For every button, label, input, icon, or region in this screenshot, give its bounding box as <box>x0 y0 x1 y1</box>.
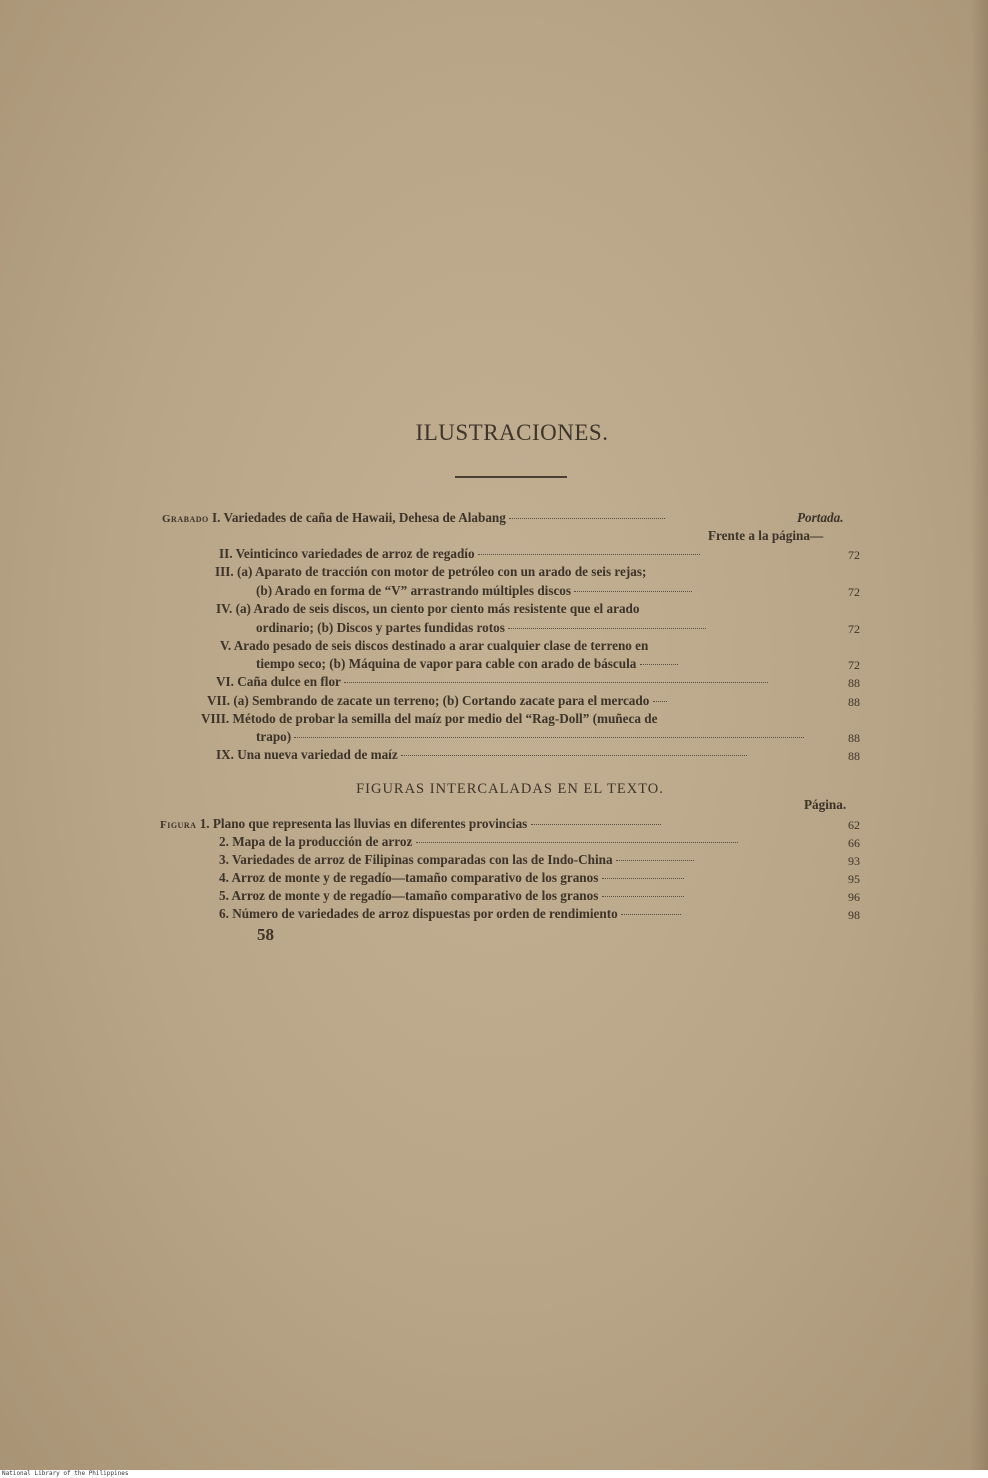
plate-text: Variedades de caña de Hawaii, Dehesa de Alabang <box>223 510 506 525</box>
plate-text: Caña dulce en flor <box>237 674 341 689</box>
plate-text: ordinario; (b) Discos y partes fundidas rotos <box>256 620 505 635</box>
figure-number: 2. <box>219 834 229 849</box>
plate-number: VII. <box>207 693 231 708</box>
plate-text: Veinticinco variedades de arroz de regadío <box>235 546 475 561</box>
figure-text: Plano que representa las lluvias en diferentes provincias <box>212 816 528 831</box>
figure-text: Mapa de la producción de arroz <box>232 834 413 849</box>
plate-text: (a) Arado de seis discos, un ciento por ciento más resistente que el arado <box>235 601 640 616</box>
figure-text: Número de variedades de arroz dispuestas por orden de rendimiento <box>232 906 618 921</box>
figures-heading: FIGURAS INTERCALADAS EN EL TEXTO. <box>356 781 664 797</box>
figure-page-2: 66 <box>848 836 860 850</box>
page-title: ILUSTRACIONES. <box>415 420 609 445</box>
plate-page-6: 88 <box>848 676 860 690</box>
plate-text: Arado pesado de seis discos destinado a arar cualquier clase de terreno en <box>233 638 649 653</box>
plate-number: VIII. <box>201 711 230 726</box>
figure-entry-3 <box>219 852 694 868</box>
figure-entry-6 <box>219 906 681 922</box>
figure-number: 6. <box>219 906 229 921</box>
dot-leader <box>621 913 681 915</box>
figure-number: 5. <box>219 888 229 903</box>
plate-page-5: 72 <box>848 658 860 672</box>
plate-text: tiempo seco; (b) Máquina de vapor para cable con arado de báscula <box>256 656 637 671</box>
figure-entry-4 <box>219 870 684 886</box>
footer-credit: National Library of the Philippines <box>0 1470 988 1478</box>
figure-entry-2 <box>219 834 738 850</box>
figure-label: Figura <box>160 819 197 831</box>
figure-text: Arroz de monte y de regadío—tamaño comparativo de los granos <box>231 870 599 885</box>
figures-column-header: Página. <box>804 797 847 812</box>
plates-column-header: Frente a la página— <box>708 528 824 543</box>
plate-text: trapo) <box>256 729 292 744</box>
plate-label: Grabado <box>162 513 209 525</box>
figure-page-3: 93 <box>848 854 860 868</box>
figure-text: Variedades de arroz de Filipinas comparadas con las de Indo-China <box>231 852 613 867</box>
plate-number: V. <box>220 638 232 653</box>
plate-page-4: 72 <box>848 622 860 636</box>
plate-text: (a) Aparato de tracción con motor de petróleo con un arado de seis rejas; <box>237 564 647 579</box>
figure-entry-5 <box>219 888 684 904</box>
plate-text: (b) Arado en forma de “V” arrastrando múltiples discos <box>256 583 572 598</box>
plate-number: II. <box>219 546 233 561</box>
plate-number: I. <box>212 510 221 525</box>
plate-number: VI. <box>216 674 234 689</box>
figure-entry-1 <box>160 816 661 832</box>
plate-text: Una nueva variedad de maíz <box>237 747 398 762</box>
plate-page-7: 88 <box>848 695 860 709</box>
plate-number: IX. <box>216 747 234 762</box>
page-number: 58 <box>257 925 274 944</box>
dot-leader <box>602 895 684 897</box>
figure-number: 4. <box>219 870 229 885</box>
figure-page-1: 62 <box>848 818 860 832</box>
plate-page-2: 72 <box>848 548 860 562</box>
plate-page-9: 88 <box>848 749 860 763</box>
figure-page-5: 96 <box>848 890 860 904</box>
plate-page-text: Portada. <box>797 510 844 525</box>
dot-leader <box>416 841 738 843</box>
plate-number: IV. <box>216 601 233 616</box>
plate-page-8: 88 <box>848 731 860 745</box>
figure-text: Arroz de monte y de regadío—tamaño comparativo de los granos <box>231 888 599 903</box>
dot-leader <box>602 877 684 879</box>
plate-number: III. <box>215 564 234 579</box>
plate-text: Método de probar la semilla del maíz por medio del “Rag-Doll” (muñeca de <box>232 711 658 726</box>
figure-number: 1. <box>199 816 210 831</box>
dot-leader <box>616 859 694 861</box>
plate-page-3: 72 <box>848 585 860 599</box>
figure-page-4: 95 <box>848 872 860 886</box>
figure-page-6: 98 <box>848 908 860 922</box>
plate-text: (a) Sembrando de zacate un terreno; (b) Cortando zacate para el mercado <box>233 693 650 708</box>
figure-number: 3. <box>219 852 229 867</box>
dot-leader <box>531 823 661 825</box>
